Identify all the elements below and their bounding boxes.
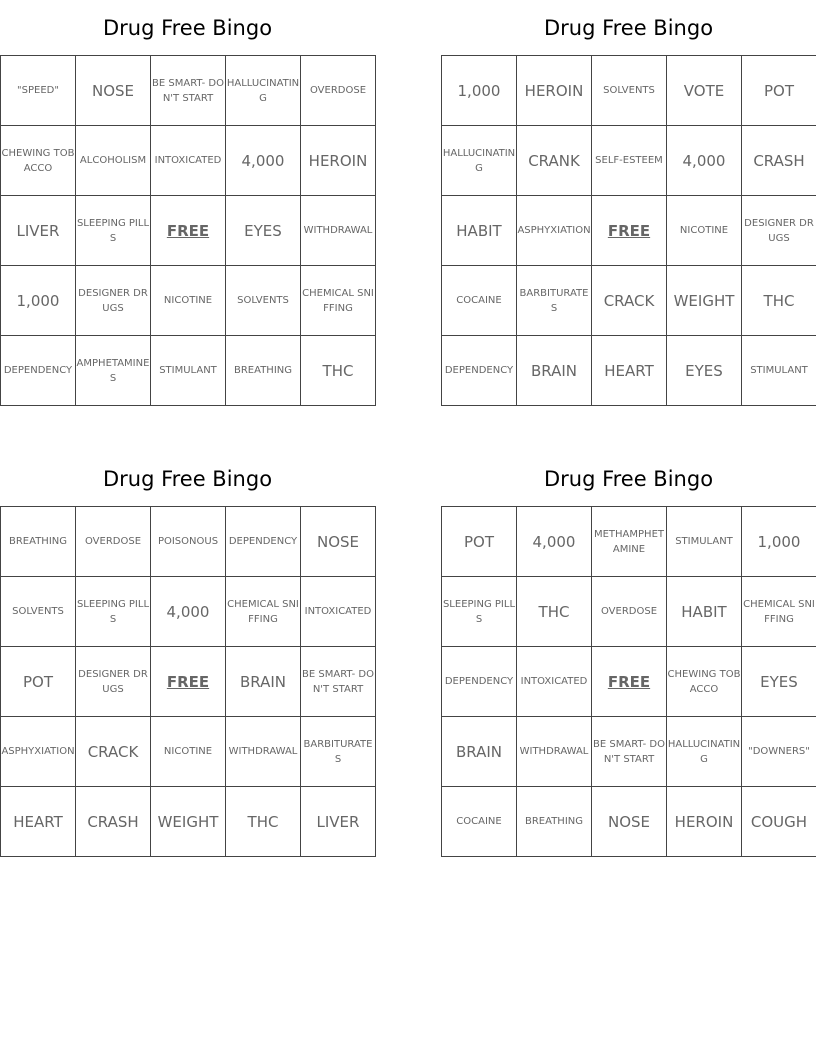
bingo-cell: DESIGNER DRUGS — [76, 266, 151, 336]
bingo-cell: VOTE — [667, 56, 742, 126]
bingo-cell: BRAIN — [517, 336, 592, 406]
grid-row — [1, 126, 376, 196]
bingo-cell: HEROIN — [301, 126, 376, 196]
bingo-cell: HEART — [1, 787, 76, 857]
bingo-cell: SELF-ESTEEM — [592, 126, 667, 196]
bingo-cell: WITHDRAWAL — [301, 196, 376, 266]
bingo-cell: STIMULANT — [667, 507, 742, 577]
card-title: Drug Free Bingo — [543, 16, 714, 40]
grid-row — [1, 647, 376, 717]
bingo-cell: 1,000 — [1, 266, 76, 336]
bingo-cell: ALCOHOLISM — [76, 126, 151, 196]
grid-row — [442, 126, 816, 196]
grid-row — [1, 787, 376, 857]
bingo-cell: DEPENDENCY — [442, 336, 517, 406]
bingo-cell: DESIGNER DRUGS — [76, 647, 151, 717]
bingo-cell: LIVER — [301, 787, 376, 857]
bingo-cell: BE SMART- DON'T START — [151, 56, 226, 126]
bingo-cell: POT — [742, 56, 816, 126]
bingo-cell: STIMULANT — [742, 336, 816, 406]
grid-row — [442, 507, 816, 577]
bingo-cell: CHEMICAL SNIFFING — [742, 577, 816, 647]
bingo-cell: NOSE — [592, 787, 667, 857]
bingo-cell: CRACK — [76, 717, 151, 787]
bingo-cell: DESIGNER DRUGS — [742, 196, 816, 266]
bingo-cell: COCAINE — [442, 787, 517, 857]
bingo-cell: EYES — [226, 196, 301, 266]
bingo-cell: BRAIN — [442, 717, 517, 787]
free-space-cell: FREE — [592, 647, 667, 717]
bingo-cell: AMPHETAMINES — [76, 336, 151, 406]
bingo-cell: THC — [301, 336, 376, 406]
bingo-cell: WEIGHT — [667, 266, 742, 336]
bingo-grid — [441, 506, 816, 857]
bingo-cell: NOSE — [76, 56, 151, 126]
bingo-cell: COUGH — [742, 787, 816, 857]
bingo-cell: 1,000 — [442, 56, 517, 126]
bingo-cell: BARBITURATES — [301, 717, 376, 787]
grid-row — [1, 507, 376, 577]
bingo-grid — [441, 55, 816, 406]
bingo-cell: CHEMICAL SNIFFING — [301, 266, 376, 336]
grid-row — [442, 266, 816, 336]
card-title: Drug Free Bingo — [102, 467, 273, 491]
bingo-cell: DEPENDENCY — [442, 647, 517, 717]
bingo-cell: ASPHYXIATION — [517, 196, 592, 266]
grid-row — [442, 56, 816, 126]
grid-row — [1, 577, 376, 647]
bingo-cell: CRACK — [592, 266, 667, 336]
bingo-cell: HABIT — [442, 196, 517, 266]
bingo-cell: NICOTINE — [151, 266, 226, 336]
bingo-cell: EYES — [742, 647, 816, 717]
grid-row — [1, 717, 376, 787]
bingo-cell: CRANK — [517, 126, 592, 196]
bingo-cell: SOLVENTS — [226, 266, 301, 336]
bingo-cell: POISONOUS — [151, 507, 226, 577]
bingo-cell: HALLUCINATING — [442, 126, 517, 196]
card-title: Drug Free Bingo — [102, 16, 273, 40]
bingo-cell: LIVER — [1, 196, 76, 266]
grid-row — [1, 336, 376, 406]
bingo-cell: DEPENDENCY — [1, 336, 76, 406]
grid-row — [442, 717, 816, 787]
bingo-cell: COCAINE — [442, 266, 517, 336]
bingo-cell: POT — [442, 507, 517, 577]
grid-row — [442, 647, 816, 717]
bingo-cell: STIMULANT — [151, 336, 226, 406]
bingo-cell: HEROIN — [667, 787, 742, 857]
bingo-cell: EYES — [667, 336, 742, 406]
grid-row — [442, 787, 816, 857]
grid-row — [1, 196, 376, 266]
bingo-cell: BARBITURATES — [517, 266, 592, 336]
bingo-cell: INTOXICATED — [517, 647, 592, 717]
bingo-cell: BREATHING — [517, 787, 592, 857]
bingo-cell: INTOXICATED — [151, 126, 226, 196]
grid-row — [442, 336, 816, 406]
bingo-cell: THC — [517, 577, 592, 647]
bingo-cell: POT — [1, 647, 76, 717]
grid-row — [442, 577, 816, 647]
bingo-cell: DEPENDENCY — [226, 507, 301, 577]
bingo-cell: BRAIN — [226, 647, 301, 717]
bingo-cell: 1,000 — [742, 507, 816, 577]
bingo-cell: OVERDOSE — [592, 577, 667, 647]
bingo-cell: SLEEPING PILLS — [442, 577, 517, 647]
grid-row — [1, 266, 376, 336]
bingo-cell: "DOWNERS" — [742, 717, 816, 787]
bingo-cell: SOLVENTS — [592, 56, 667, 126]
bingo-cell: SLEEPING PILLS — [76, 196, 151, 266]
bingo-cell: 4,000 — [517, 507, 592, 577]
bingo-cell: NOSE — [301, 507, 376, 577]
bingo-cell: NICOTINE — [151, 717, 226, 787]
bingo-cell: CRASH — [742, 126, 816, 196]
free-space-cell: FREE — [592, 196, 667, 266]
bingo-cell: INTOXICATED — [301, 577, 376, 647]
bingo-cell: OVERDOSE — [76, 507, 151, 577]
card-title: Drug Free Bingo — [543, 467, 714, 491]
bingo-cell: NICOTINE — [667, 196, 742, 266]
bingo-cell: BREATHING — [1, 507, 76, 577]
bingo-cell: HABIT — [667, 577, 742, 647]
bingo-cell: WEIGHT — [151, 787, 226, 857]
bingo-grid — [0, 506, 376, 857]
bingo-cell: WITHDRAWAL — [226, 717, 301, 787]
bingo-cell: ASPHYXIATION — [1, 717, 76, 787]
bingo-cell: HALLUCINATING — [667, 717, 742, 787]
bingo-cell: OVERDOSE — [301, 56, 376, 126]
free-space-cell: FREE — [151, 647, 226, 717]
free-space-cell: FREE — [151, 196, 226, 266]
bingo-cell: CRASH — [76, 787, 151, 857]
bingo-cell: "SPEED" — [1, 56, 76, 126]
bingo-cell: CHEMICAL SNIFFING — [226, 577, 301, 647]
grid-row — [1, 56, 376, 126]
grid-row — [442, 196, 816, 266]
bingo-cell: SOLVENTS — [1, 577, 76, 647]
bingo-cell: CHEWING TOBACCO — [1, 126, 76, 196]
bingo-cell: THC — [226, 787, 301, 857]
bingo-cell: BE SMART- DON'T START — [592, 717, 667, 787]
bingo-cell: BREATHING — [226, 336, 301, 406]
bingo-cell: THC — [742, 266, 816, 336]
bingo-cell: HEROIN — [517, 56, 592, 126]
bingo-grid — [0, 55, 376, 406]
bingo-cell: BE SMART- DON'T START — [301, 647, 376, 717]
bingo-cell: CHEWING TOBACCO — [667, 647, 742, 717]
bingo-cell: HALLUCINATING — [226, 56, 301, 126]
bingo-cell: SLEEPING PILLS — [76, 577, 151, 647]
bingo-cell: METHAMPHETAMINE — [592, 507, 667, 577]
bingo-cell: HEART — [592, 336, 667, 406]
bingo-cell: 4,000 — [667, 126, 742, 196]
bingo-cell: 4,000 — [226, 126, 301, 196]
bingo-cell: 4,000 — [151, 577, 226, 647]
bingo-cell: WITHDRAWAL — [517, 717, 592, 787]
